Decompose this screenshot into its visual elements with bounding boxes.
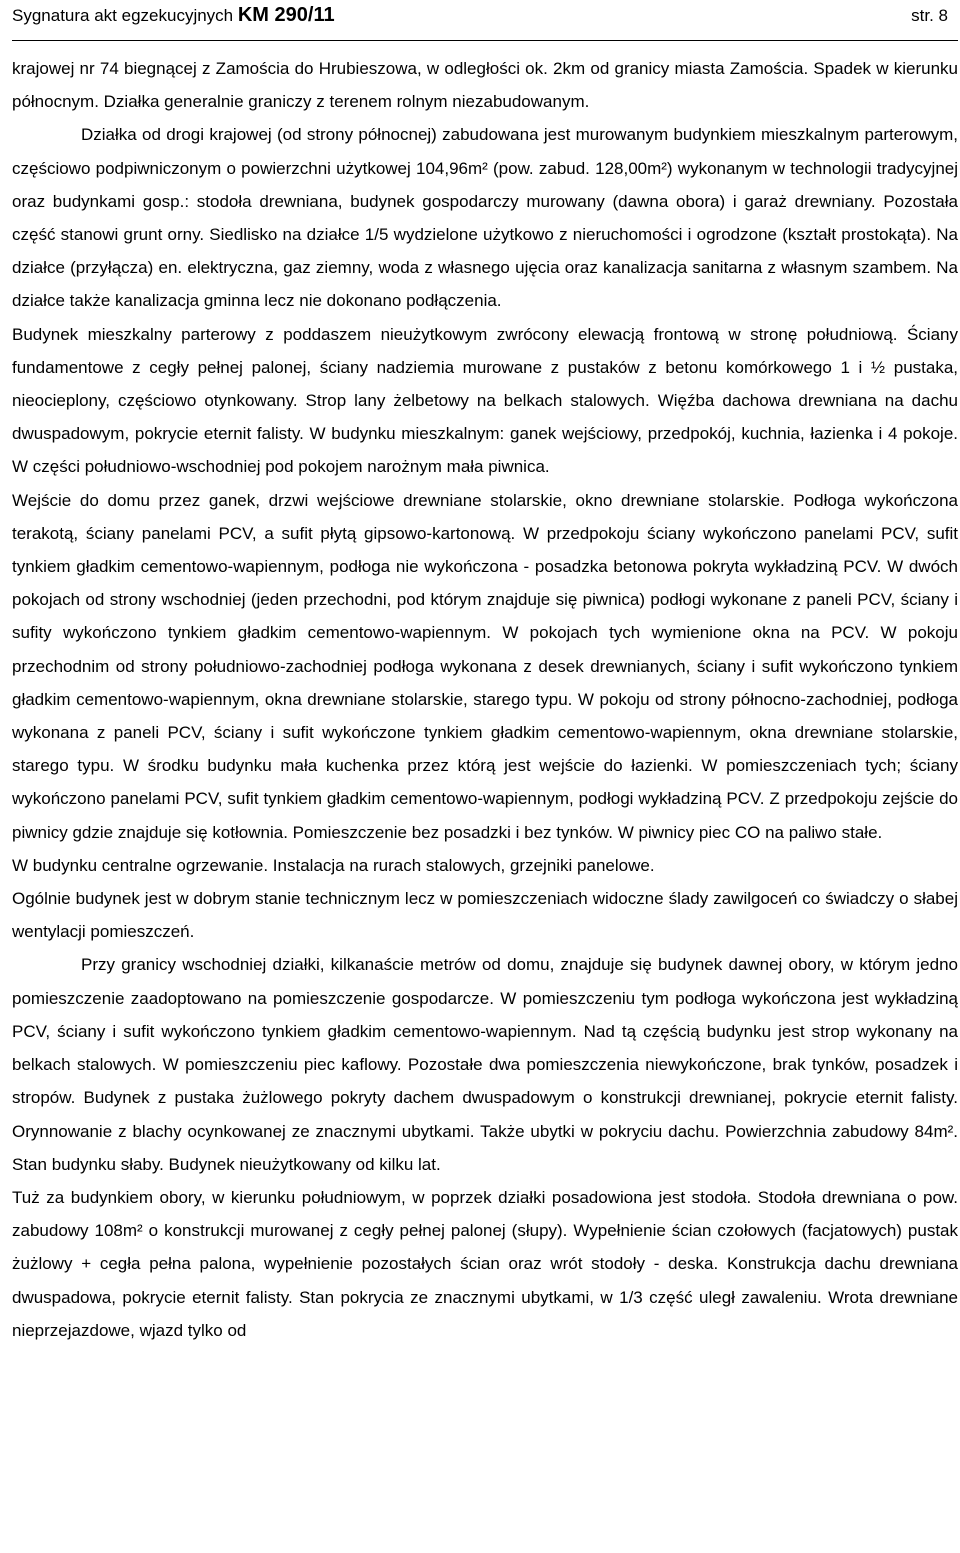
paragraph: krajowej nr 74 biegnącej z Zamościa do Hrubieszowa, w odległości ok. 2km od granicy miasta Zamościa. Spadek w kierunku północnym. Działka generalnie graniczy z terenem rolnym niezabudowanym.: [12, 59, 958, 112]
paragraph: W budynku centralne ogrzewanie. Instalacja na rurach stalowych, grzejniki panelowe.: [12, 855, 655, 875]
paragraph: Wejście do domu przez ganek, drzwi wejściowe drewniane stolarskie, okno drewniane stolarskie. Podłoga wykończona terakotą, ściany panelami PCV, a sufit płytą gipsowo-kartonową. W przedpokoju ściany wykończono panelami PCV, sufit tynkiem gładkim cementowo-wapiennym, podłoga nie wykończona - posadzka betonowa pokryta wykładziną PCV. W dwóch pokojach od strony wschodniej (jeden przechodni, pod którym znajduje się piwnica) podłogi wykonane z paneli PCV, ściany i sufity wykończono tynkiem gładkim cementowo-wapiennym. W pokojach tych wymienione okna na PCV. W pokoju przechodnim od strony południowo-zachodniej podłoga wykonana z desek drewnianych, ściany i sufit wykończono tynkiem gładkim cementowo-wapiennym, okna drewniane stolarskie, starego typu. W pokoju od strony północno-zachodniej, podłoga wykonana z paneli PCV, ściany i sufit wykończone tynkiem gładkim cementowo-wapiennym, okna drewniane stolarskie, starego typu. W środku budynku mała kuchenka przez którą jest wejście do łazienki. W pomieszczeniach tych; ściany wykończono panelami PCV, sufit tynkiem gładkim cementowo-wapiennym, podłogi wykładziną PCV. Z przedpokoju zejście do piwnicy gdzie znajduje się kotłownia. Pomieszczenie bez posadzki i bez tynków. W piwnicy piec CO na paliwo stałe.: [12, 490, 958, 842]
paragraph: Ogólnie budynek jest w dobrym stanie technicznym lecz w pomieszczeniach widoczne ślady zawilgoceń co świadczy o słabej wentylacji pomieszczeń.: [12, 889, 958, 942]
page-number: str. 8: [911, 6, 948, 25]
paragraph: Budynek mieszkalny parterowy z poddaszem nieużytkowym zwrócony elewacją frontową w stronę południową. Ściany fundamentowe z cegły pełnej palonej, ściany nadziemia murowane z pustaków z betonu komórkowego 1 i ½ pustaka, nieocieplony, częściowo otynkowany. Strop lany żelbetowy na belkach stalowych. Więźba dachowa drewniana na dachu dwuspadowym, pokrycie eternit falisty. W budynku mieszkalnym: ganek wejściowy, przedpokój, kuchnia, łazienka i 4 pokoje. W części południowo-wschodniej pod pokojem narożnym mała piwnica.: [12, 324, 958, 477]
paragraph: Tuż za budynkiem obory, w kierunku południowym, w poprzek działki posadowiona jest stodoła. Stodoła drewniana o pow. zabudowy 108m² o konstrukcji murowanej z cegły pełnej palonej (słupy). Wypełnienie ścian czołowych (facjatowych) pustak żużlowy + cegła pełna palona, wypełnienie pozostałych ścian oraz wrót stodoły - deska. Konstrukcja dachu drewniana dwuspadowa, pokrycie eternit falisty. Stan pokrycia ze znacznymi ubytkami, w 1/3 część uległ zawaleniu. Wrota drewniane nieprzejazdowe, wjazd tylko od: [12, 1187, 958, 1340]
document-body: [12, 52, 958, 1347]
signature-label: Sygnatura akt egzekucyjnych: [12, 6, 234, 25]
paragraph: Działka od drogi krajowej (od strony północnej) zabudowana jest murowanym budynkiem mieszkalnym parterowym, częściowo podpiwniczonym o powierzchni użytkowej 104,96m² (pow. zabud. 128,00m²) wykonanym w technologii tradycyjnej oraz budynkami gosp.: stodoła drewniana, budynek gospodarczy murowany (dawna obora) i garaż drewniany. Pozostała część stanowi grunt orny. Siedlisko na działce 1/5 wydzielone użytkowo z nieruchomości i ogrodzone (kształt prostokąta). Na działce (przyłącza) en. elektryczna, gaz ziemny, woda z własnego ujęcia oraz kanalizacja sanitarna z własnym szambem. Na działce także kanalizacja gminna lecz nie dokonano podłączenia.: [12, 125, 958, 311]
paragraph: Przy granicy wschodniej działki, kilkanaście metrów od domu, znajduje się budynek dawnej obory, w którym jedno pomieszczenie zaadoptowano na pomieszczenie gospodarcze. W pomieszczeniu tym podłoga wykończona jest wykładziną PCV, ściany i sufit wykończono tynkiem gładkim cementowo-wapiennym. Nad tą częścią budynku jest strop wykonany na belkach stalowych. W pomieszczeniu piec kaflowy. Pozostałe dwa pomieszczenia niewykończone, brak tynków, posadzek i stropów. Budynek z pustaka żużlowego pokryty dachem dwuspadowym o konstrukcji drewnianej, pokrycie eternit falisty. Orynnowanie z blachy ocynkowanej ze znacznymi ubytkami. Także ubytki w pokryciu dachu. Powierzchnia zabudowy 84m². Stan budynku słaby. Budynek nieużytkowany od kilku lat.: [12, 955, 958, 1174]
case-signature: [12, 4, 335, 27]
signature-number: KM 290/11: [237, 4, 335, 26]
page-header: [12, 0, 958, 41]
document-page: [12, 0, 958, 1347]
